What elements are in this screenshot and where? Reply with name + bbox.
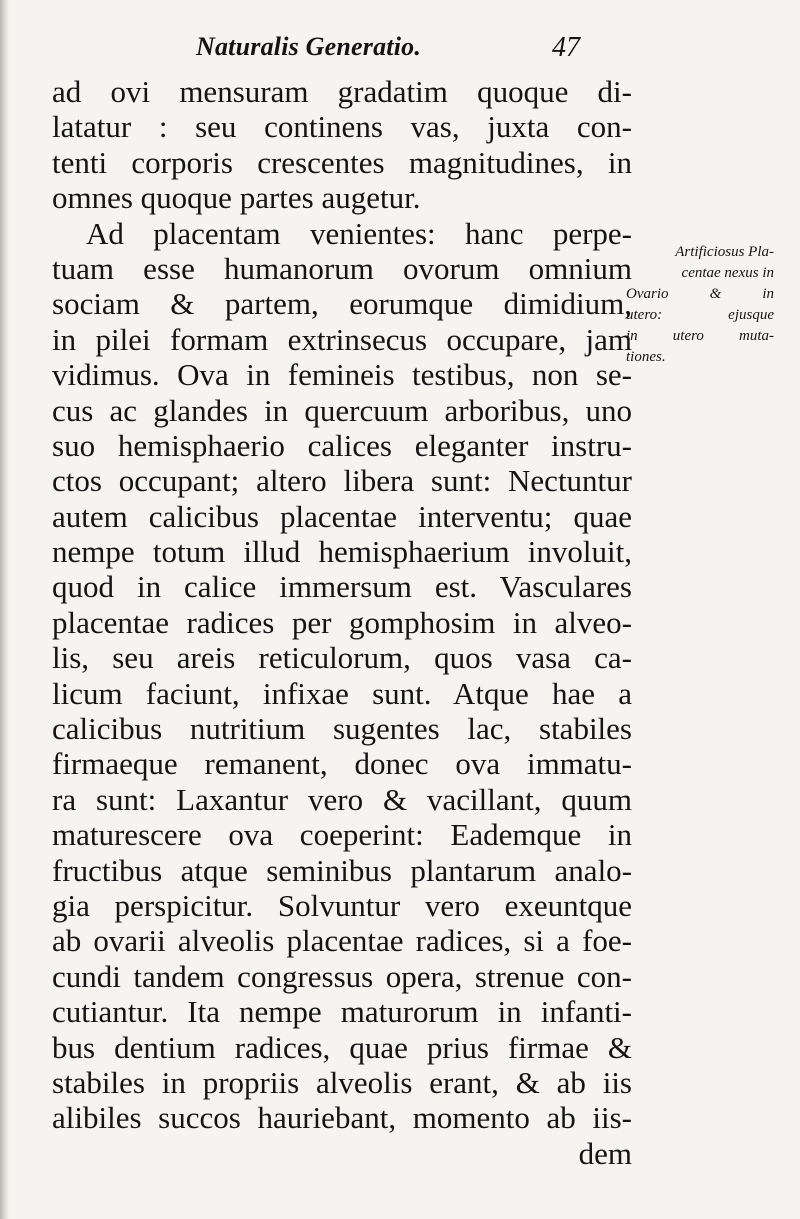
text-line: lis, seu areis reticulorum, quos vasa ca-: [52, 640, 632, 676]
marginal-note-line: in utero muta-: [626, 328, 774, 344]
running-title: Naturalis Generatio.: [196, 32, 422, 61]
text-line: sociam & partem, eorumque dimidium,: [52, 286, 632, 322]
catchword: dem: [578, 1135, 632, 1171]
text-line: placentae radices per gomphosim in alveo-: [52, 604, 632, 640]
text-line: vidimus. Ova in femineis testibus, non se-: [52, 357, 632, 393]
marginal-note-line: centae nexus in: [681, 265, 774, 281]
text-line: bus dentium radices, quae prius firmae &: [52, 1029, 632, 1065]
text-line: gia perspicitur. Solvuntur vero exeuntque: [52, 887, 632, 923]
text-line: ab ovarii alveolis placentae radices, si a foe-: [52, 923, 632, 959]
text-line: quod in calice immersum est. Vasculares: [52, 569, 632, 605]
text-line: firmaeque remanent, donec ova immatu-: [52, 746, 632, 782]
text-line: stabiles in propriis alveolis erant, & ab iis: [52, 1064, 632, 1100]
text-line: cutiantur. Ita nempe maturorum in infanti-: [52, 994, 632, 1030]
text-line: nempe totum illud hemisphaerium involuit,: [52, 534, 632, 570]
text-line: in pilei formam extrinsecus occupare, jam: [52, 321, 632, 357]
text-line: tenti corporis crescentes magnitudines, in: [52, 144, 632, 180]
text-line: omnes quoque partes augetur.: [52, 180, 421, 216]
text-line: Ad placentam venientes: hanc perpe-: [86, 215, 632, 251]
marginal-note-line: tiones.: [626, 349, 666, 365]
text-line: licum faciunt, infixae sunt. Atque hae a: [52, 675, 632, 711]
page-gutter-shadow: [0, 0, 10, 1219]
marginal-note-line: utero: ejusque: [626, 307, 774, 323]
text-line: cus ac glandes in quercuum arboribus, uno: [52, 392, 632, 428]
text-line: ra sunt: Laxantur vero & vacillant, quum: [52, 781, 632, 817]
text-line: suo hemisphaerio calices eleganter instru-: [52, 427, 632, 463]
main-text-block: [52, 74, 632, 1171]
text-line: calicibus nutritium sugentes lac, stabiles: [52, 711, 632, 747]
marginal-note-line: Ovario & in: [626, 286, 774, 302]
text-line: latatur : seu continens vas, juxta con-: [52, 109, 632, 145]
text-line: tuam esse humanorum ovorum omnium: [52, 250, 632, 286]
text-line: alibiles succos hauriebant, momento ab iis-: [52, 1100, 632, 1136]
text-line: cundi tandem congressus opera, strenue con-: [52, 958, 632, 994]
text-line: autem calicibus placentae interventu; quae: [52, 498, 632, 534]
marginal-note-line: Artificiosus Pla-: [675, 244, 774, 260]
text-line: fructibus atque seminibus plantarum analo-: [52, 852, 632, 888]
text-line: maturescere ova coeperint: Eademque in: [52, 817, 632, 853]
text-line: ctos occupant; altero libera sunt: Nectuntur: [52, 463, 632, 499]
page-number: 47: [552, 32, 580, 63]
marginal-note: [626, 242, 774, 368]
text-line: ad ovi mensuram gradatim quoque di-: [52, 74, 632, 109]
